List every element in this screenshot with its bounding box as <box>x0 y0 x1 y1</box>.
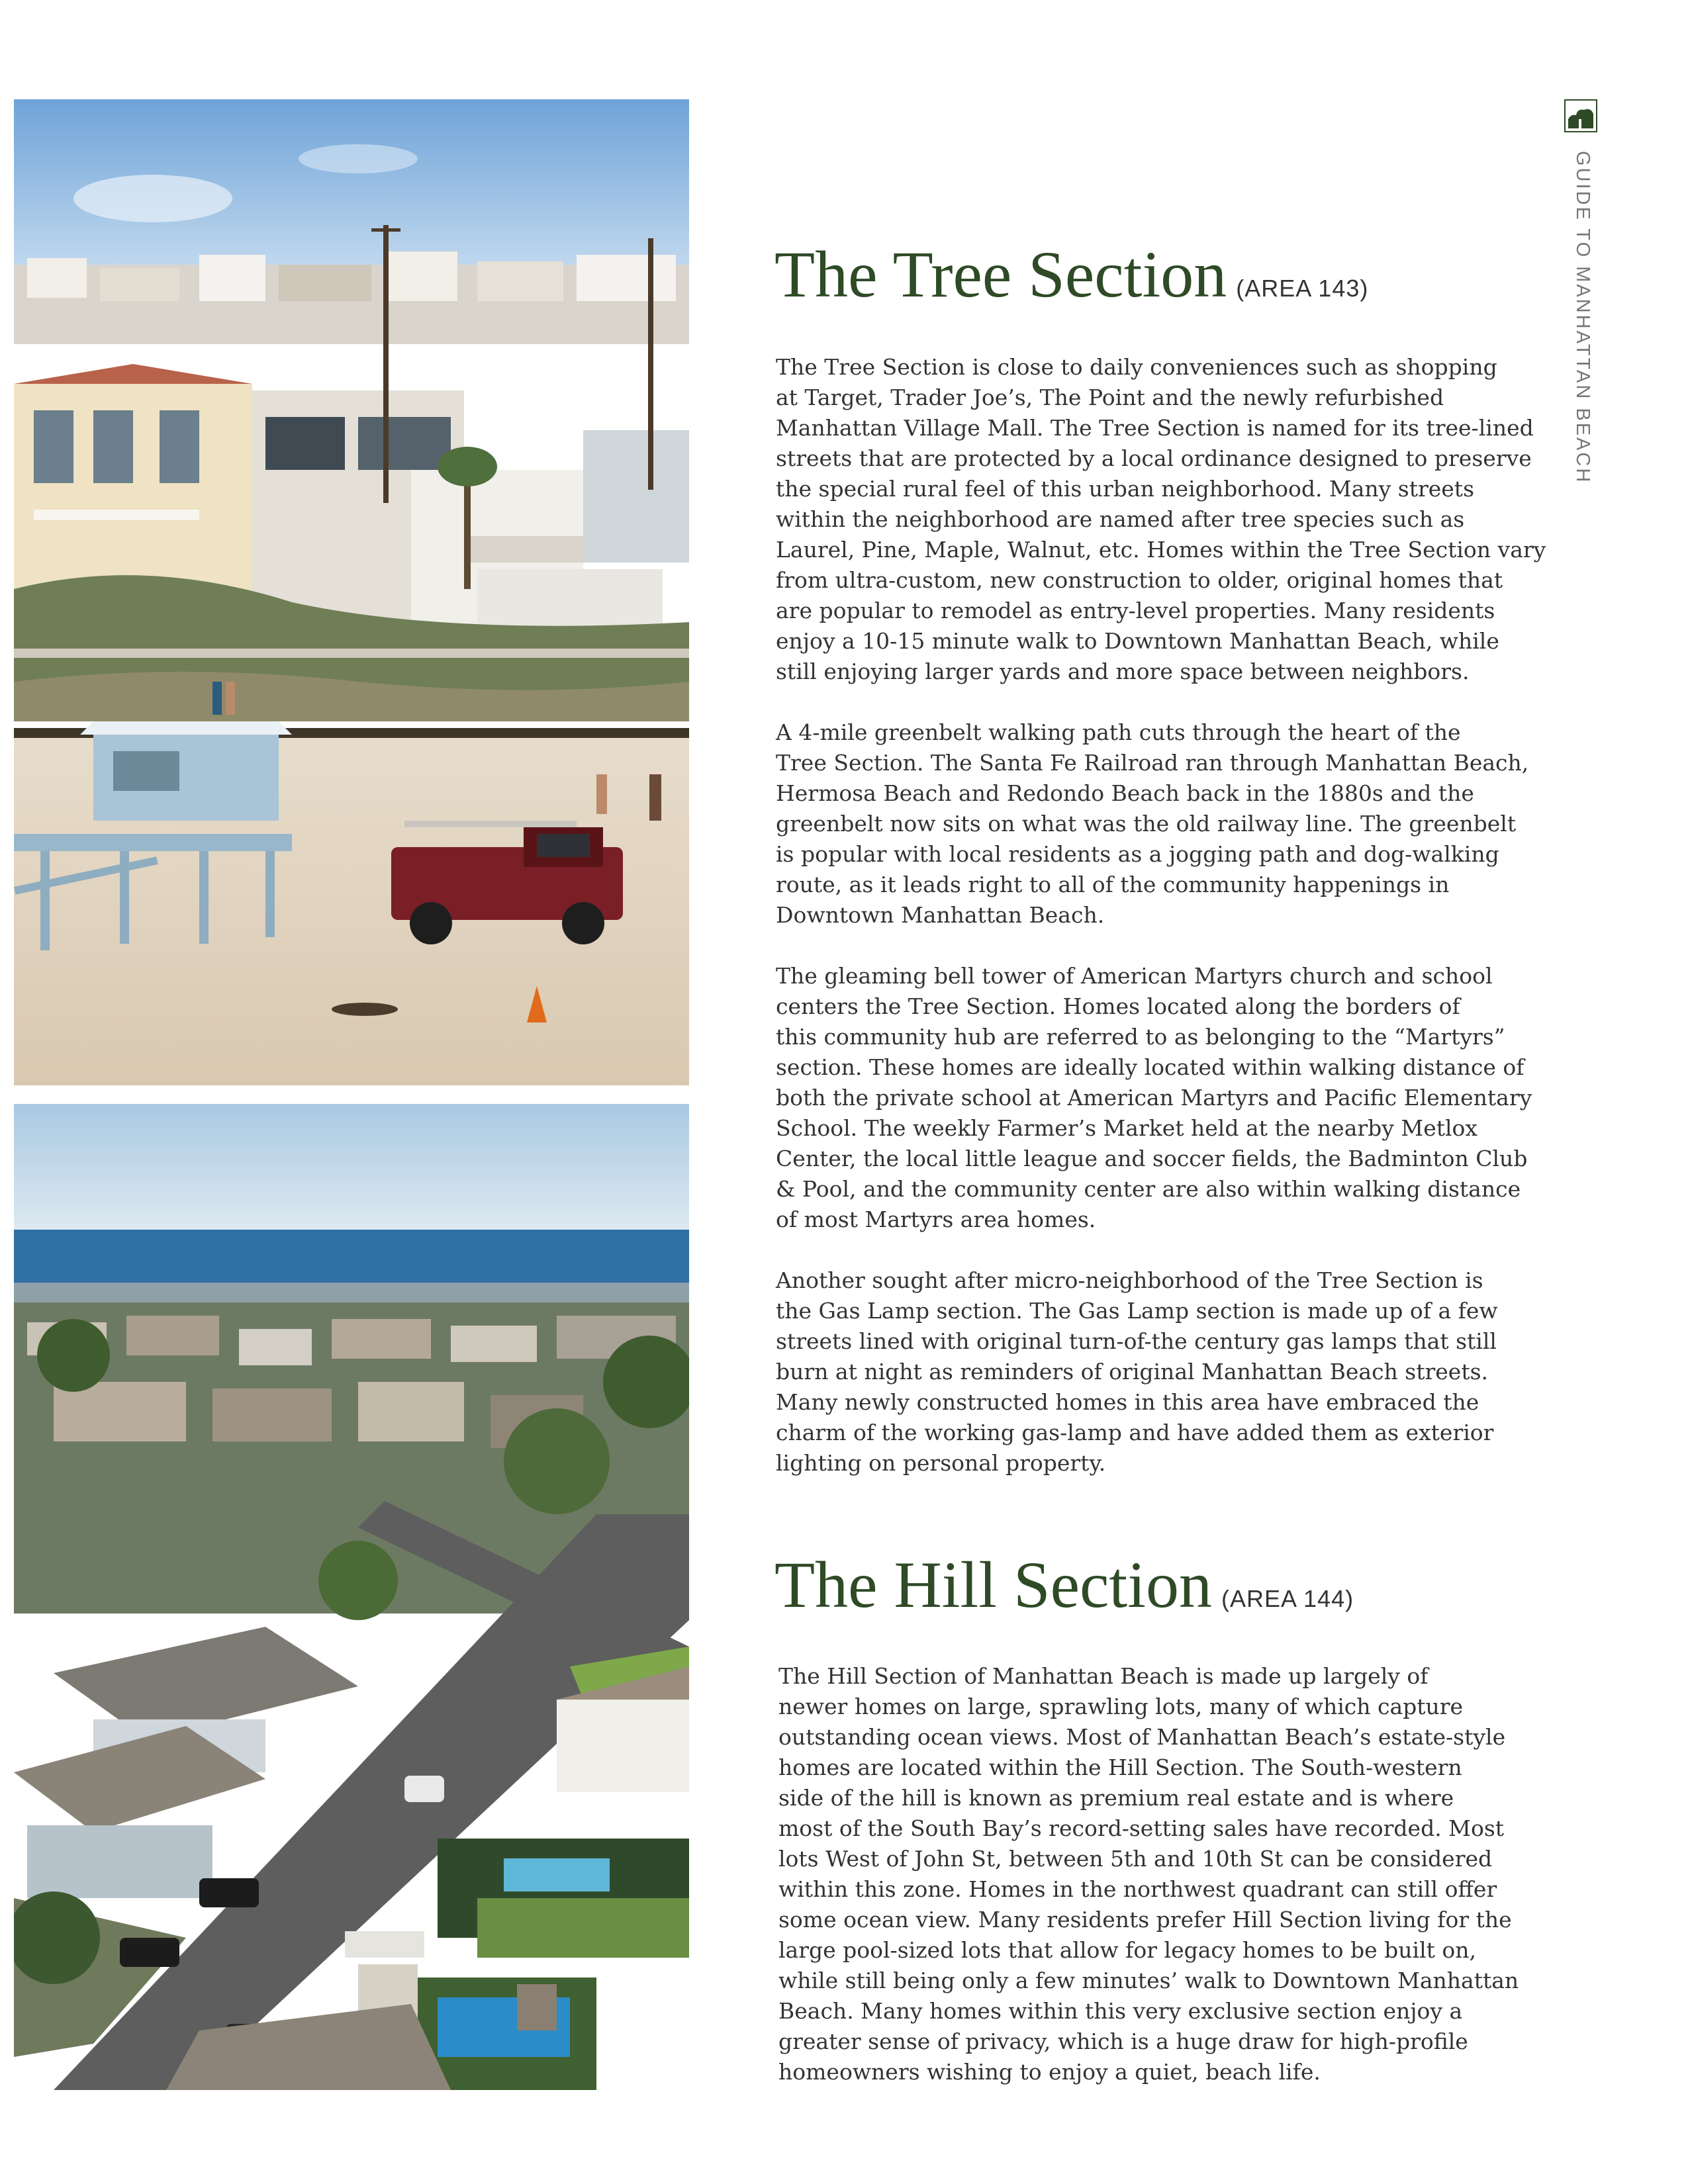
tree-section-title: The Tree Section <box>774 238 1227 311</box>
tree-section-area: (AREA 143) <box>1236 275 1369 302</box>
hill-section-area: (AREA 144) <box>1221 1585 1354 1612</box>
text-line: Hermosa Beach and Redondo Beach back in the 1880s and the <box>776 780 1474 806</box>
text-line: large pool-sized lots that allow for legacy homes to be built on, <box>778 1937 1476 1963</box>
hill-section-title: The Hill Section <box>774 1548 1212 1621</box>
text-line: side of the hill is known as premium real estate and is where <box>778 1785 1454 1811</box>
text-line: greenbelt now sits on what was the old railway line. The greenbelt <box>776 811 1517 837</box>
text-line: The Hill Section of Manhattan Beach is made up largely of <box>778 1663 1429 1689</box>
text-line: A 4-mile greenbelt walking path cuts through the heart of the <box>776 719 1461 745</box>
guide-label: GUIDE TO MANHATTAN BEACH <box>1572 151 1593 484</box>
text-line: Center, the local little league and soccer fields, the Badminton Club <box>776 1146 1528 1171</box>
text-line: while still being only a few minutes’ walk to Downtown Manhattan <box>778 1968 1519 1993</box>
tree-section-heading <box>774 238 1369 311</box>
tree-logo-icon <box>1564 99 1597 132</box>
text-line: Beach. Many homes within this very exclusive section enjoy a <box>778 1998 1463 2024</box>
tree-section-paragraph-1 <box>776 352 1546 687</box>
text-line: newer homes on large, sprawling lots, many of which capture <box>778 1694 1464 1719</box>
beach-lifeguard-tower-photo <box>14 99 689 1085</box>
text-line: some ocean view. Many residents prefer Hill Section living for the <box>778 1907 1512 1933</box>
text-line: Many newly constructed homes in this area have embraced the <box>776 1389 1479 1415</box>
text-line: charm of the working gas-lamp and have added them as exterior <box>776 1420 1494 1445</box>
hill-section-paragraph-1 <box>778 1661 1519 2087</box>
text-line: Laurel, Pine, Maple, Walnut, etc. Homes within the Tree Section vary <box>776 537 1546 563</box>
tree-section-paragraph-2 <box>776 717 1528 931</box>
text-line: School. The weekly Farmer’s Market held at the nearby Metlox <box>776 1115 1478 1141</box>
text-line: Downtown Manhattan Beach. <box>776 902 1105 928</box>
text-line: greater sense of privacy, which is a huge draw for high-profile <box>778 2028 1468 2054</box>
text-line: centers the Tree Section. Homes located along the borders of <box>776 993 1460 1019</box>
text-line: within this zone. Homes in the northwest quadrant can still offer <box>778 1876 1497 1902</box>
text-line: within the neighborhood are named after tree species such as <box>776 506 1465 532</box>
text-line: enjoy a 10-15 minute walk to Downtown Manhattan Beach, while <box>776 628 1499 654</box>
text-line: Manhattan Village Mall. The Tree Section is named for its tree-lined <box>776 415 1534 441</box>
text-line: Tree Section. The Santa Fe Railroad ran through Manhattan Beach, <box>776 750 1529 776</box>
text-line: streets that are protected by a local ordinance designed to preserve <box>776 445 1532 471</box>
text-line: The gleaming bell tower of American Martyrs church and school <box>776 963 1493 989</box>
text-line: route, as it leads right to all of the community happenings in <box>776 872 1450 897</box>
text-line: is popular with local residents as a jogging path and dog-walking <box>776 841 1499 867</box>
text-line: burn at night as reminders of original Manhattan Beach streets. <box>776 1359 1489 1385</box>
tree-section-paragraph-3 <box>776 961 1532 1235</box>
text-line: most of the South Bay’s record-setting sales have recorded. Most <box>778 1815 1505 1841</box>
text-line: both the private school at American Martyrs and Pacific Elementary <box>776 1085 1532 1111</box>
aerial-hill-section-photo <box>14 1104 689 2090</box>
text-line: are popular to remodel as entry-level properties. Many residents <box>776 598 1495 623</box>
text-line: & Pool, and the community center are also within walking distance <box>776 1176 1521 1202</box>
text-line: The Tree Section is close to daily conveniences such as shopping <box>776 354 1497 380</box>
tree-section-paragraph-4 <box>776 1265 1498 1479</box>
text-line: at Target, Trader Joe’s, The Point and the newly refurbished <box>776 385 1444 410</box>
text-line: homeowners wishing to enjoy a quiet, beach life. <box>778 2059 1321 2085</box>
text-line: still enjoying larger yards and more space between neighbors. <box>776 659 1470 684</box>
text-line: lots West of John St, between 5th and 10th St can be considered <box>778 1846 1493 1872</box>
text-line: this community hub are referred to as belonging to the “Martyrs” <box>776 1024 1505 1050</box>
text-line: streets lined with original turn-of-the century gas lamps that still <box>776 1328 1497 1354</box>
hill-section-heading <box>774 1548 1354 1621</box>
text-line: outstanding ocean views. Most of Manhattan Beach’s estate-style <box>778 1724 1506 1750</box>
text-line: Another sought after micro-neighborhood of the Tree Section is <box>776 1267 1483 1293</box>
text-line: lighting on personal property. <box>776 1450 1106 1476</box>
text-line: of most Martyrs area homes. <box>776 1206 1096 1232</box>
text-line: the special rural feel of this urban neighborhood. Many streets <box>776 476 1475 502</box>
text-line: section. These homes are ideally located within walking distance of <box>776 1054 1524 1080</box>
text-line: homes are located within the Hill Section. The South-western <box>778 1754 1462 1780</box>
text-line: the Gas Lamp section. The Gas Lamp section is made up of a few <box>776 1298 1498 1324</box>
text-line: from ultra-custom, new construction to older, original homes that <box>776 567 1503 593</box>
